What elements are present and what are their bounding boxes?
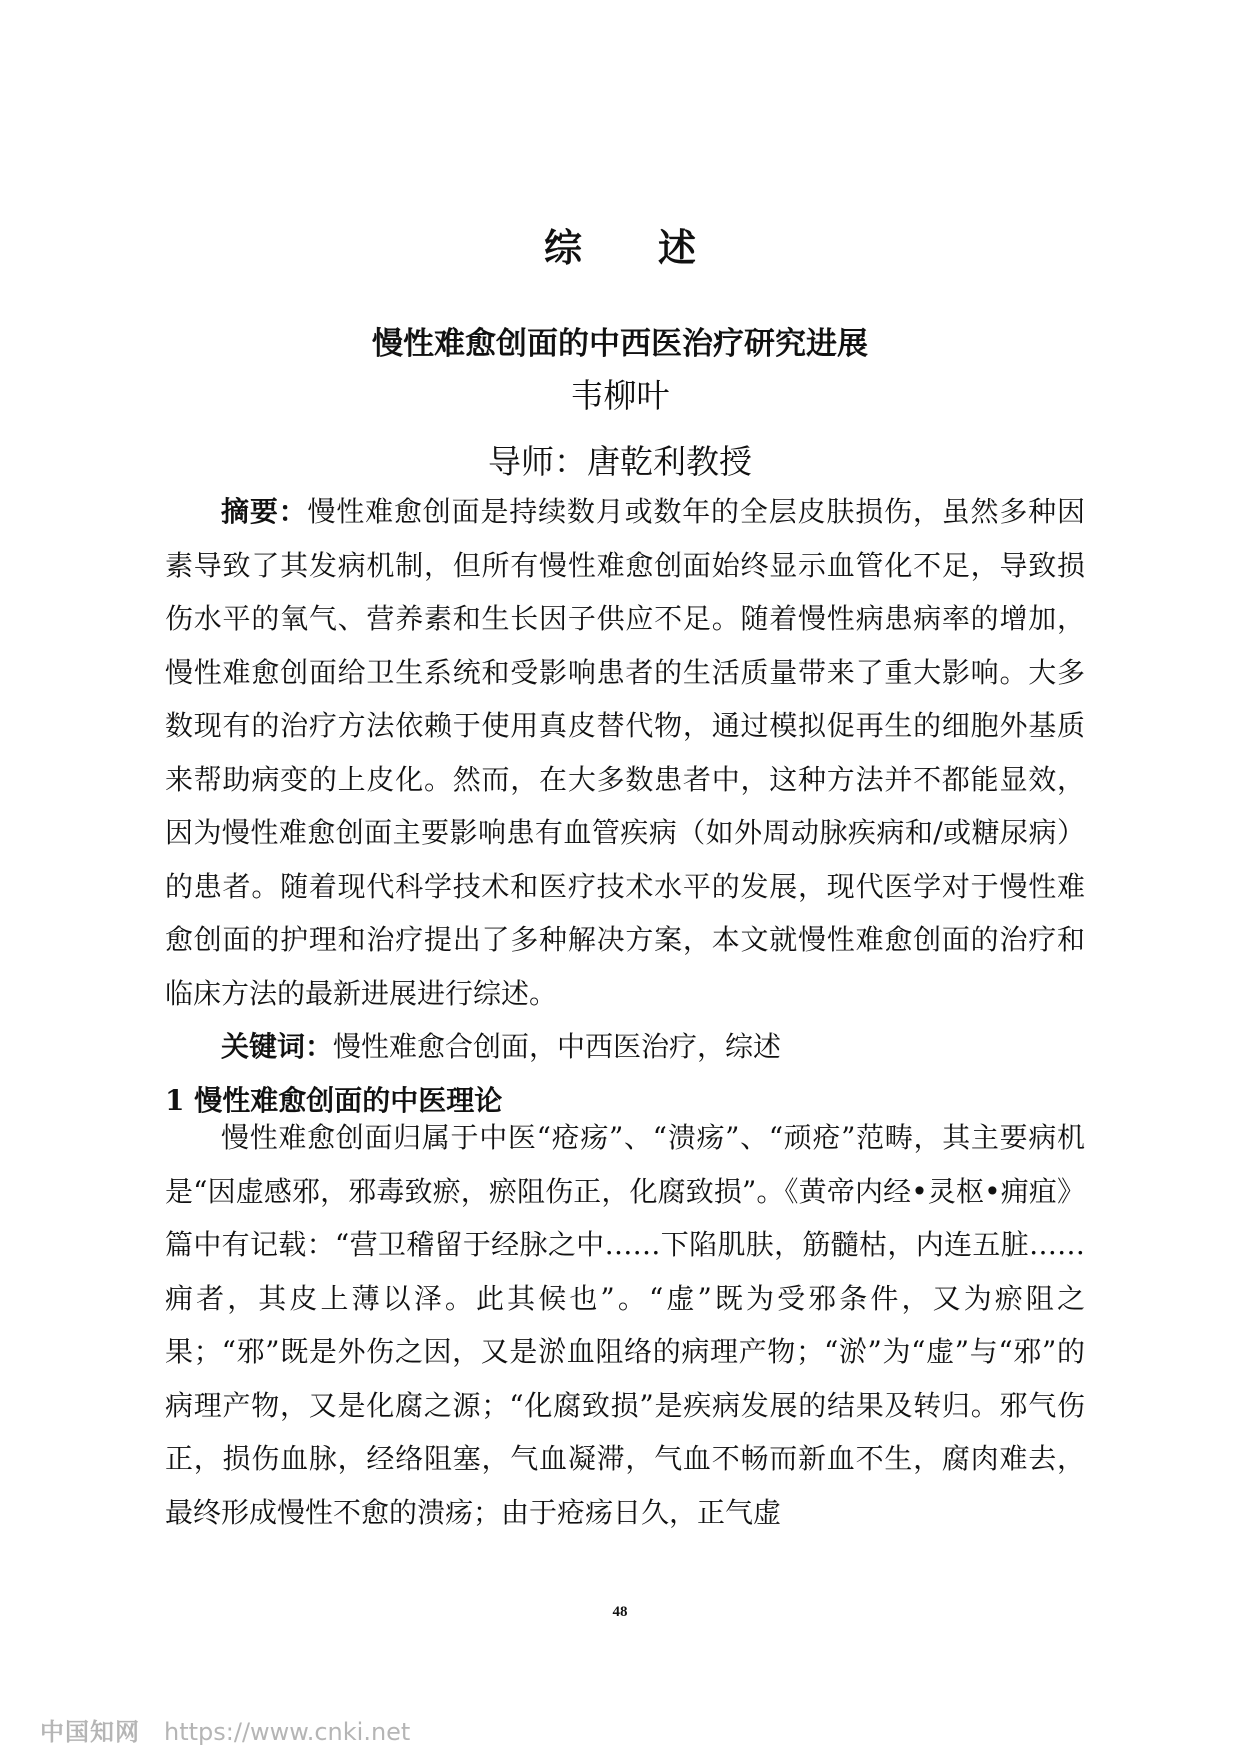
body-text-block [165,1111,1085,1539]
section-heading: 综 述 [543,226,715,270]
page-number: 48 [612,1604,628,1620]
watermark-url: https://www.cnki.net [164,1718,411,1746]
watermark-logo: 中国知网 [40,1718,140,1746]
cnki-watermark [40,1712,410,1747]
advisor-line: 导师：唐乾利教授 [488,442,752,481]
abstract-text: 慢性难愈创面是持续数月或数年的全层皮肤损伤，虽然多种因素导致了其发病机制，但所有慢性难愈创面始终显示血管化不足，导致损伤水平的氧气、营养素和生长因子供应不足。随着慢性病患病率的增加，慢性难愈创面给卫生系统和受影响患者的生活质量带来了重大影响。大多数现有的治疗方法依赖于使用真皮替代物，通过模拟促再生的细胞外基质来帮助病变的上皮化。然而，在大多数患者中，这种方法并不都能显效，因为慢性难愈创面主要影响患有血管疾病（如外周动脉疾病和/或糖尿病）的患者。随着现代科学技术和医疗技术水平的发展，现代医学对于慢性难愈创面的护理和治疗提出了多种解决方案，本文就慢性难愈创面的治疗和临床方法的最新进展进行综述。 [165,495,1085,1010]
paper-title: 慢性难愈创面的中西医治疗研究进展 [372,326,868,362]
abstract-label: 摘要： [221,495,308,528]
author-name: 韦柳叶 [570,376,670,415]
keywords-label: 关键词： [221,1030,334,1063]
abstract-block [165,485,1085,1127]
body-paragraph: 慢性难愈创面归属于中医“疮疡”、“溃疡”、“顽疮”范畴，其主要病机是“因虚感邪，邪毒致瘀，瘀阻伤正，化腐致损”。《黄帝内经•灵枢•痈疽》篇中有记载：“营卫稽留于经脉之中……下陷肌肤，筋髓枯，内连五脏……痈者，其皮上薄以泽。此其候也”。“虚”既为受邪条件，又为瘀阻之果；“邪”既是外伤之因，又是淤血阻络的病理产物；“淤”为“虚”与“邪”的病理产物，又是化腐之源；“化腐致损”是疾病发展的结果及转归。邪气伤正，损伤血脉，经络阻塞，气血凝滞，气血不畅而新血不生，腐肉难去，最终形成慢性不愈的溃疡；由于疮疡日久，正气虚 [165,1121,1085,1529]
abstract-paragraph [165,485,1085,1020]
keywords-text: 慢性难愈合创面，中西医治疗，综述 [333,1030,782,1063]
subsection-heading: 1 慢性难愈创面的中医理论 [165,1083,503,1117]
keywords-paragraph [165,1020,1085,1074]
